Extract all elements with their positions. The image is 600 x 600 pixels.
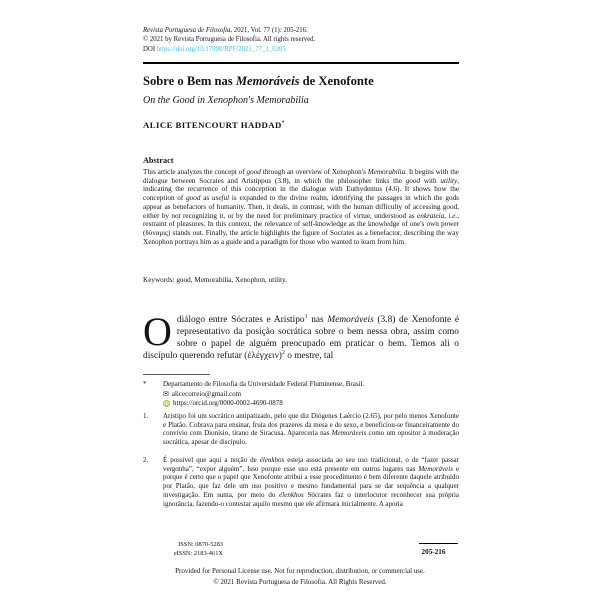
author-line	[143, 120, 459, 130]
footnote-2-marker: 2.	[143, 456, 149, 464]
email-link[interactable]: alicecorreio@gmail.com	[171, 389, 242, 398]
doi-line	[143, 45, 463, 54]
footer-copyright-line: © 2021 Revista Portuguesa de Filosofia. All Rights Reserved.	[213, 577, 387, 586]
journal-copyright: © 2021 by Revista Portuguesa de Filosofia. All rights reserved.	[143, 36, 316, 44]
footnote-2-text: É possível que aqui a noção de élenkhos esteja associada ao seu uso tradicional, o de “fazer passar vergonha”, “expor alguém”. Isso porque esse uso está presente em outros lugares nas Memoráveis e porque é certo que o papel que Xenofonte atribui a esse procedimento é bem diferente daquele atribuído por Platão, que faz dele um uso positivo e mesmo fundamental para se dar sequência a qualquer investigação. Em suma, por meio do élenkhos Sócrates faz o interlocutor reconhecer sua própria ignorância, fazendo-o contestar aquilo mesmo que ele afirmara inicialmente. A aporia	[163, 456, 459, 508]
author-name: ALICE BITENCOURT HADDAD	[143, 120, 282, 130]
email-row	[143, 390, 459, 400]
author-note	[143, 380, 459, 409]
affiliation-text: Departamento de Filosofia da Universidade Federal Fluminense, Brasil.	[163, 380, 365, 388]
doi-link[interactable]: https://doi.org/10.17990/RPF/2021_77_1_0205	[156, 45, 286, 53]
license-line: Provided for Personal License use. Not for reproduction, distribution, or commercial use.	[175, 567, 425, 575]
keywords-line: Keywords: good, Memorabilia, Xenophon, utility.	[143, 276, 288, 284]
orcid-row	[143, 399, 459, 409]
journal-header	[143, 26, 463, 54]
affiliation-marker: *	[143, 380, 147, 388]
orcid-link[interactable]: https://orcid.org/0000-0002-4690-0878	[173, 399, 283, 408]
dropcap-letter: O	[143, 309, 172, 354]
article-subtitle-english: On the Good in Xenophon's Memorabilia	[143, 95, 309, 106]
footnote-separator-rule	[143, 374, 210, 375]
doi-label: DOI	[143, 45, 157, 53]
page-range: 205-216	[421, 548, 446, 556]
header-rule	[143, 62, 459, 64]
footnote-1-text: Aristipo foi um socrático antipatizado, pelo que diz Diógenes Laércio (2.65), por pelo menos Xenofonte e Platão. Cobrava para ensinar, fruía dos prazeres da mesa e do sexo, e beneficiou-se financeiramente do convívio com Dionísio, tirano de Siracusa. Apareceria nas Memoráveis como um opositor à moderação socrática, apesar de discípulo.	[163, 412, 459, 447]
body-paragraph	[143, 309, 460, 362]
footnote-1-marker: 1.	[143, 412, 149, 420]
orcid-icon: iD	[164, 401, 169, 407]
footnote-2	[143, 456, 459, 508]
footnote-1	[143, 412, 459, 447]
journal-citation: Revista Portuguesa de Filosofia, 2021, Vol. 77 (1): 205-216.	[143, 27, 308, 34]
eissn-line: eISSN: 2183-461X	[173, 549, 223, 557]
abstract-text: This article analyzes the concept of good through an overview of Xenophon's Memorabilia. It begins with the dialogue between Socrates and Aristippus (3.8), in which the philosopher links the good with utility, indicating the recurrence of this conception in the dialogue with Euthydemus (4.6). It shows how the conception of good as useful is expanded to the divine realm, identifying the passages in which the gods appear as benefactors of humanity. Then, it deals, in contrast, with the human difficulty of accessing good, either by not recognizing it, or by the need for preliminary practice of virtue, understood as enkrateia, i.e., restraint of pleasures. In this context, the relevance of self-knowledge as the knowledge of one's own power (δύναμις) stands out. Finally, the article highlights the figure of Socrates as a benefactor, describing the way Xenophon portrays him as a guide and a paradigm for those who wanted to learn from him.	[143, 168, 459, 246]
author-affiliation-mark: *	[281, 120, 285, 127]
email-icon: ✉	[163, 389, 169, 398]
body-paragraph-text: diálogo entre Sócrates e Aristipo$^1$ nas Memoráveis (3.8) de Xenofonte é representativo da posição socrática sobre o bem nessa obra, assim como sobre o papel de alguém preocupado em praticar o bem. Temos ali o discípulo querendo refutar (ἐλέγχειν)$^2$ o mestre, tal	[143, 313, 460, 361]
article-title: Sobre o Bem nas Memoráveis de Xenofonte	[143, 74, 374, 88]
issn-block	[143, 541, 223, 559]
issn-line: ISSN: 0870-5283	[178, 541, 223, 548]
abstract-heading: Abstract	[143, 156, 174, 165]
license-footer	[0, 566, 600, 587]
affiliation-row	[143, 380, 459, 390]
page-range-rule	[419, 543, 458, 544]
